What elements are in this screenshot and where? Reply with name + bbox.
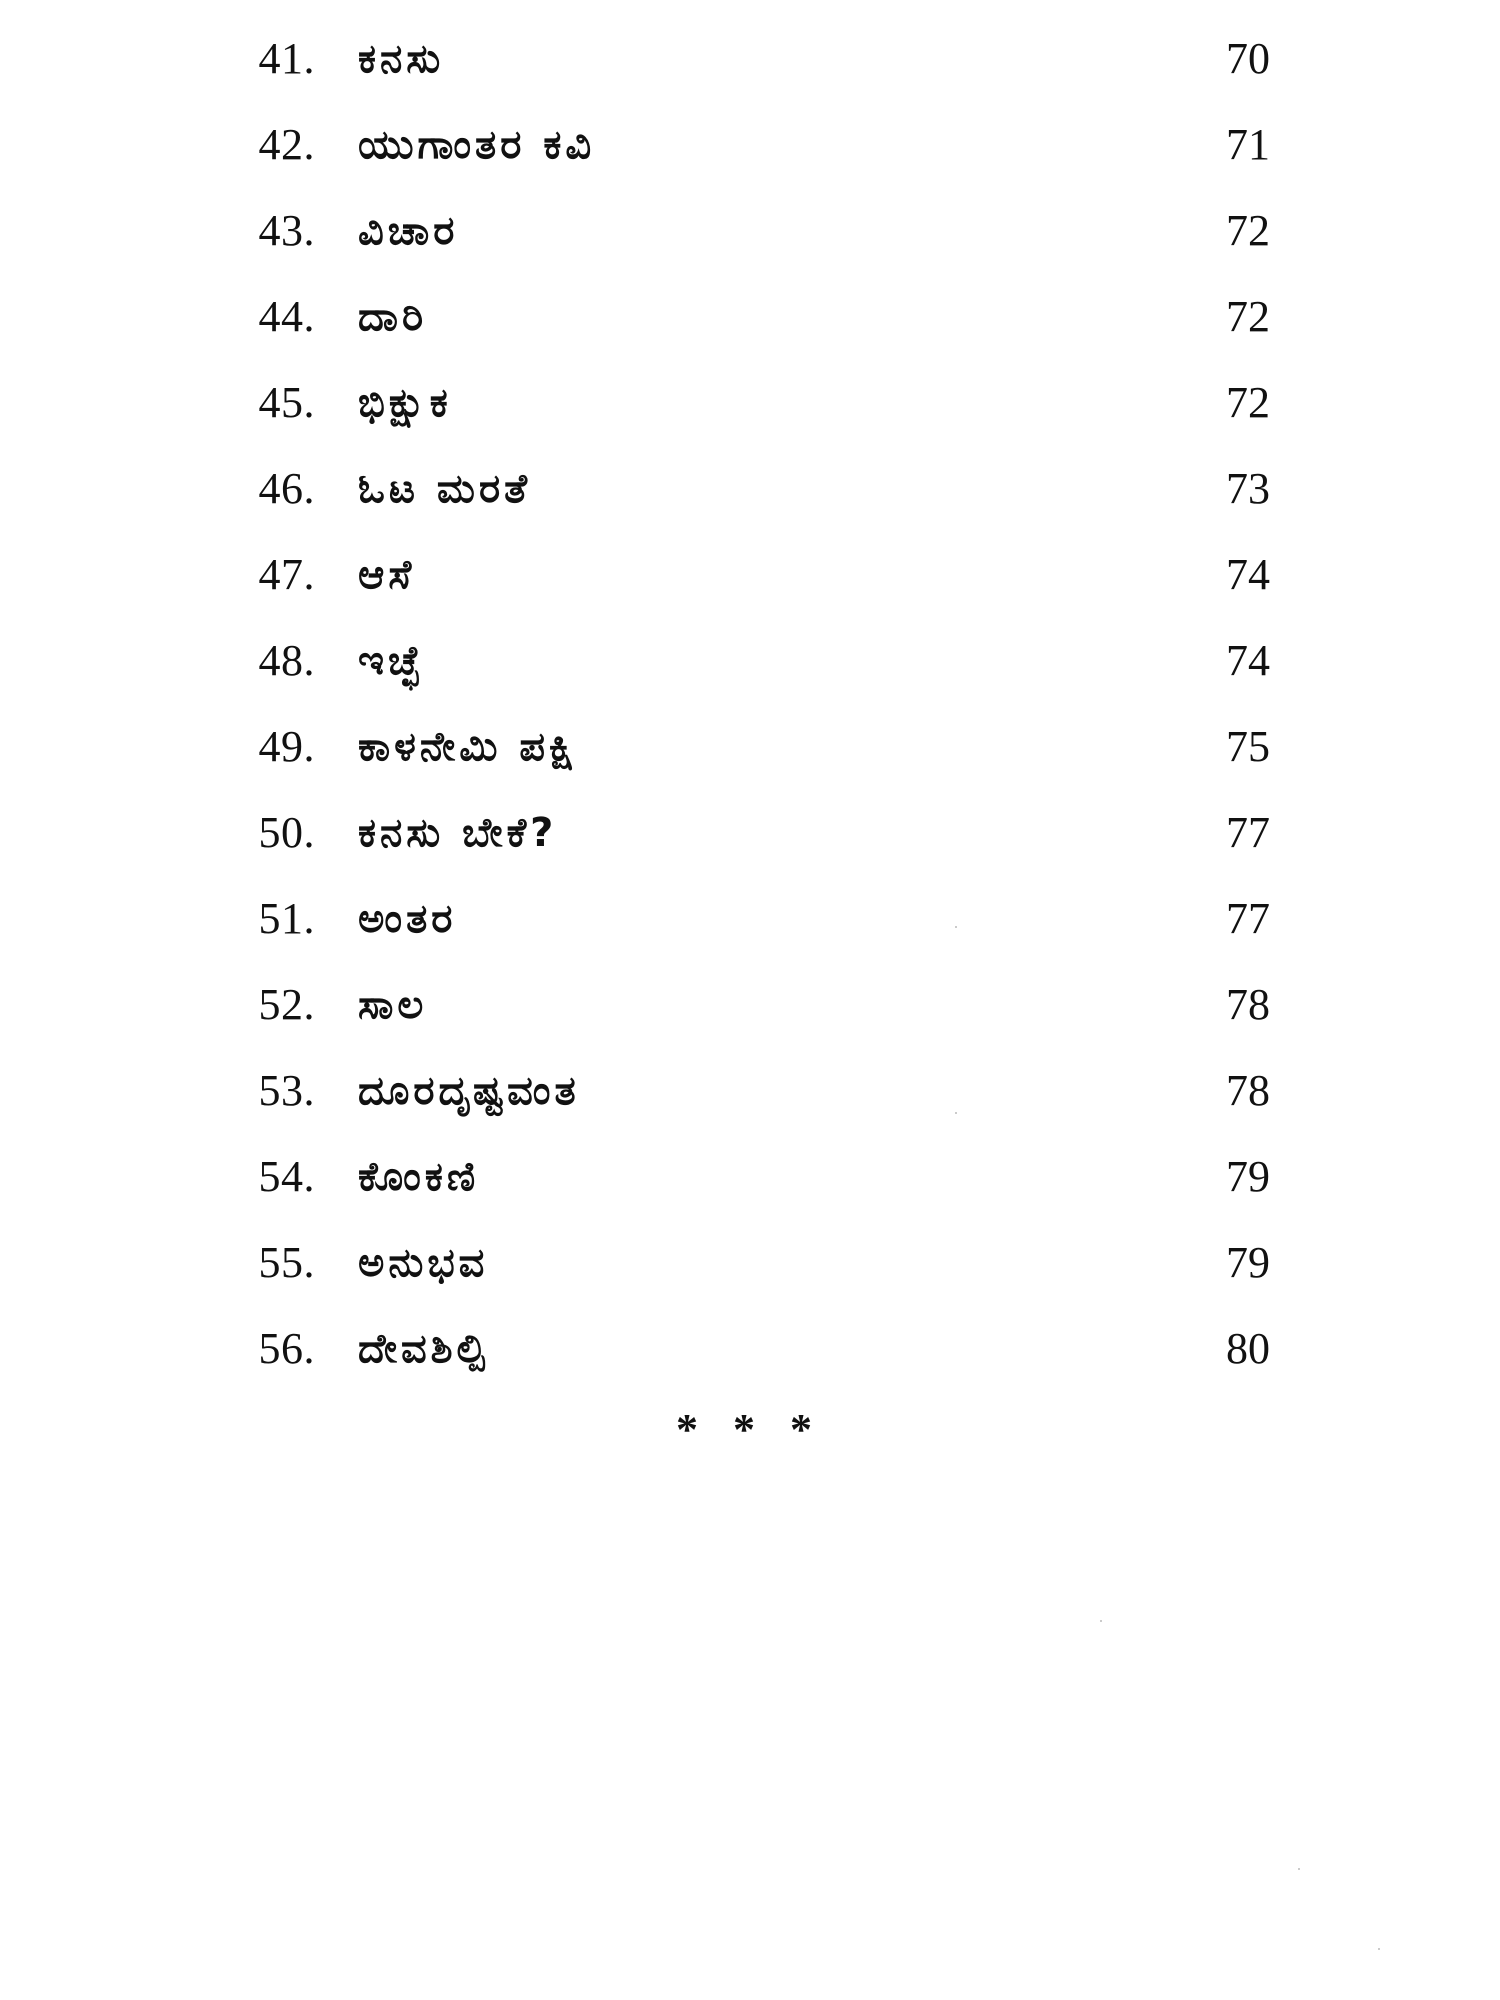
entry-number: 41. <box>258 34 315 83</box>
entry-page: 79 <box>1226 1238 1270 1287</box>
toc-entry <box>0 16 1500 102</box>
entry-page: 74 <box>1226 636 1270 685</box>
entry-page: 78 <box>1226 980 1270 1029</box>
entry-title: ದಾರಿ <box>358 294 428 340</box>
toc-entry <box>0 532 1500 618</box>
entry-title: ಕನಸು <box>358 36 445 82</box>
entry-page: 80 <box>1226 1324 1270 1373</box>
entry-number: 52. <box>258 980 315 1029</box>
entry-number: 45. <box>258 378 315 427</box>
entry-page: 72 <box>1226 206 1270 255</box>
paper-speck <box>955 926 957 928</box>
entry-page: 75 <box>1226 722 1270 771</box>
toc-entry <box>0 1134 1500 1220</box>
entry-page: 78 <box>1226 1066 1270 1115</box>
entry-number: 50. <box>258 808 315 857</box>
entry-number: 49. <box>258 722 315 771</box>
paper-speck <box>1298 1868 1300 1870</box>
toc-entry <box>0 446 1500 532</box>
entry-title: ವಿಚಾರ <box>358 208 459 254</box>
toc-entry <box>0 274 1500 360</box>
entry-number: 48. <box>258 636 315 685</box>
toc-entry <box>0 1306 1500 1392</box>
toc-entry <box>0 102 1500 188</box>
entry-title: ಭಿಕ್ಷುಕ <box>358 380 452 426</box>
entry-number: 42. <box>258 120 315 169</box>
toc-entry <box>0 360 1500 446</box>
entry-page: 72 <box>1226 378 1270 427</box>
entry-title: ದೇವಶಿಲ್ಪಿ <box>358 1326 490 1372</box>
toc-entry <box>0 1048 1500 1134</box>
entry-title: ಕನಸು ಬೇಕೆ? <box>358 810 558 856</box>
entry-number: 54. <box>258 1152 315 1201</box>
toc-entry <box>0 1220 1500 1306</box>
entry-number: 46. <box>258 464 315 513</box>
toc-entry <box>0 790 1500 876</box>
entry-number: 44. <box>258 292 315 341</box>
paper-speck <box>1378 1948 1380 1950</box>
toc-entry <box>0 876 1500 962</box>
section-end-asterisks: * * * <box>676 1405 824 1454</box>
toc-entry <box>0 618 1500 704</box>
entry-title: ಓಟ ಮರತೆ <box>358 466 531 512</box>
toc-entry <box>0 188 1500 274</box>
toc-entry <box>0 962 1500 1048</box>
entry-page: 77 <box>1226 808 1270 857</box>
entry-title: ಇಚ್ಛೆ <box>358 638 424 684</box>
entry-title: ಯುಗಾಂತರ ಕವಿ <box>358 122 596 168</box>
entry-page: 79 <box>1226 1152 1270 1201</box>
entry-number: 43. <box>258 206 315 255</box>
entry-title: ಅಂತರ <box>358 896 457 942</box>
entry-number: 56. <box>258 1324 315 1373</box>
entry-number: 51. <box>258 894 315 943</box>
entry-page: 72 <box>1226 292 1270 341</box>
entry-title: ಸಾಲ <box>358 982 428 1028</box>
entry-title: ಕೊಂಕಣಿ <box>358 1154 480 1200</box>
entry-number: 47. <box>258 550 315 599</box>
entry-page: 70 <box>1226 34 1270 83</box>
entry-title: ಆಸೆ <box>358 552 416 598</box>
toc-entry <box>0 704 1500 790</box>
entry-title: ದೂರದೃಷ್ಟವಂತ <box>358 1068 580 1114</box>
entry-page: 77 <box>1226 894 1270 943</box>
entry-number: 55. <box>258 1238 315 1287</box>
paper-speck <box>1100 1620 1102 1622</box>
entry-page: 74 <box>1226 550 1270 599</box>
paper-speck <box>955 1112 957 1114</box>
entry-title: ಕಾಳನೇಮಿ ಪಕ್ಷಿ <box>358 724 578 770</box>
entry-number: 53. <box>258 1066 315 1115</box>
entry-title: ಅನುಭವ <box>358 1240 489 1286</box>
entry-page: 71 <box>1226 120 1270 169</box>
entry-page: 73 <box>1226 464 1270 513</box>
